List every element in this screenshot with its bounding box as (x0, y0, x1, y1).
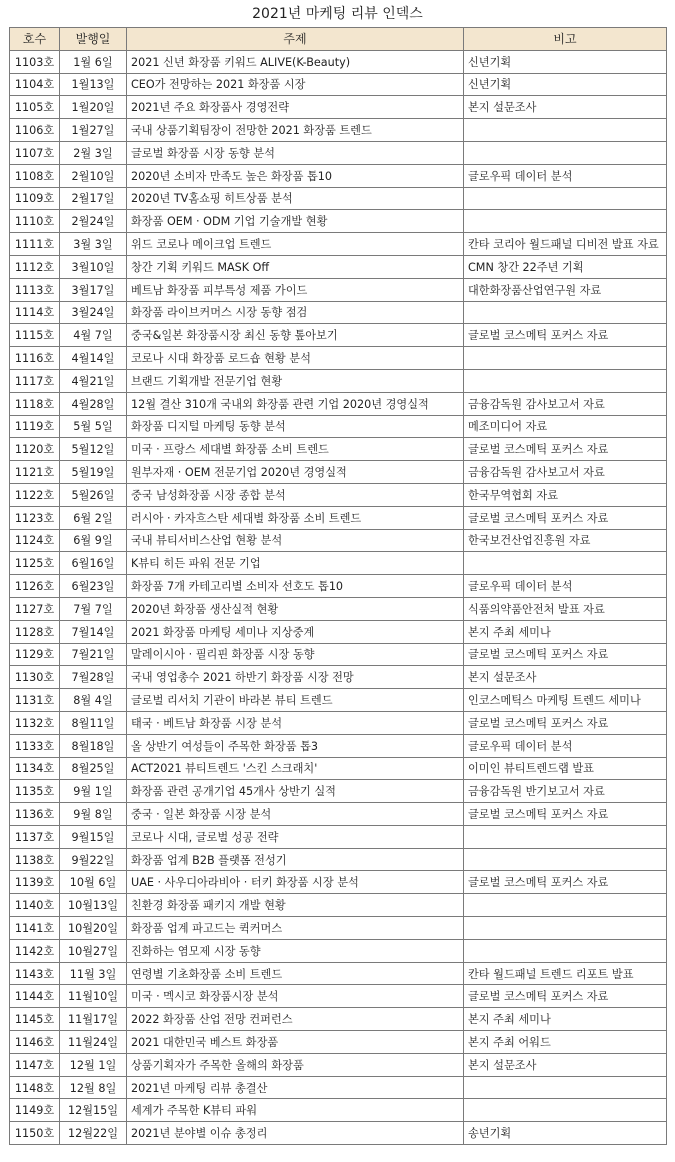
date-cell: 10월20일 (60, 917, 127, 940)
date-cell: 2월10일 (60, 164, 127, 187)
topic-cell: 국내 상품기획팀장이 전망한 2021 화장품 트렌드 (127, 119, 464, 142)
topic-cell: 화장품 디지털 마케팅 동향 분석 (127, 415, 464, 438)
note-cell (464, 369, 667, 392)
table-row (10, 119, 667, 142)
date-cell: 10월13일 (60, 894, 127, 917)
note-cell: 본지 주최 세미나 (464, 620, 667, 643)
date-cell: 9월 1일 (60, 780, 127, 803)
topic-cell: 연령별 기초화장품 소비 트렌드 (127, 962, 464, 985)
table-row (10, 1031, 667, 1054)
issue-cell: 1138호 (10, 848, 60, 871)
topic-cell: 2021 대한민국 베스트 화장품 (127, 1031, 464, 1054)
date-cell: 5월26일 (60, 483, 127, 506)
date-cell: 9월 8일 (60, 803, 127, 826)
topic-cell: 2022 화장품 산업 전망 컨퍼런스 (127, 1008, 464, 1031)
note-cell (464, 301, 667, 324)
topic-cell: 2020년 소비자 만족도 높은 화장품 톱10 (127, 164, 464, 187)
issue-cell: 1144호 (10, 985, 60, 1008)
date-cell: 7월14일 (60, 620, 127, 643)
note-cell: 글로벌 코스메틱 포커스 자료 (464, 711, 667, 734)
date-cell: 9월22일 (60, 848, 127, 871)
table-row (10, 711, 667, 734)
table-row (10, 939, 667, 962)
note-cell: 글로우픽 데이터 분석 (464, 734, 667, 757)
issue-cell: 1113호 (10, 278, 60, 301)
topic-cell: 2021년 마케팅 리뷰 총결산 (127, 1076, 464, 1099)
note-cell: 글로벌 코스메틱 포커스 자료 (464, 324, 667, 347)
table-row (10, 1008, 667, 1031)
date-cell: 4월14일 (60, 347, 127, 370)
topic-cell: 글로벌 화장품 시장 동향 분석 (127, 141, 464, 164)
issue-cell: 1149호 (10, 1099, 60, 1122)
date-cell: 9월15일 (60, 825, 127, 848)
topic-cell: 브랜드 기획개발 전문기업 현황 (127, 369, 464, 392)
topic-cell: ACT2021 뷰티트렌드 '스킨 스크래치' (127, 757, 464, 780)
table-row (10, 141, 667, 164)
date-cell: 7월21일 (60, 643, 127, 666)
table-row (10, 597, 667, 620)
topic-cell: 중국 · 일본 화장품 시장 분석 (127, 803, 464, 826)
table-row (10, 917, 667, 940)
table-row (10, 255, 667, 278)
table-row (10, 347, 667, 370)
note-cell: 식품의약품안전처 발표 자료 (464, 597, 667, 620)
note-cell: 금융감독원 반기보고서 자료 (464, 780, 667, 803)
table-row (10, 73, 667, 96)
topic-cell: 화장품 라이브커머스 시장 동향 점검 (127, 301, 464, 324)
table-row (10, 1053, 667, 1076)
date-cell: 10월 6일 (60, 871, 127, 894)
column-header-topic: 주제 (127, 28, 464, 51)
table-row (10, 666, 667, 689)
note-cell: 글로벌 코스메틱 포커스 자료 (464, 438, 667, 461)
topic-cell: 2021 신년 화장품 키워드 ALIVE(K-Beauty) (127, 50, 464, 73)
note-cell: 금융감독원 감사보고서 자료 (464, 461, 667, 484)
issue-cell: 1112호 (10, 255, 60, 278)
note-cell: 대한화장품산업연구원 자료 (464, 278, 667, 301)
table-row (10, 50, 667, 73)
table-row (10, 278, 667, 301)
issue-cell: 1125호 (10, 552, 60, 575)
date-cell: 4월 7일 (60, 324, 127, 347)
date-cell: 12월 8일 (60, 1076, 127, 1099)
issue-cell: 1114호 (10, 301, 60, 324)
issue-cell: 1147호 (10, 1053, 60, 1076)
date-cell: 5월 5일 (60, 415, 127, 438)
issue-cell: 1142호 (10, 939, 60, 962)
table-row (10, 780, 667, 803)
table-row (10, 825, 667, 848)
topic-cell: CEO가 전망하는 2021 화장품 시장 (127, 73, 464, 96)
topic-cell: UAE · 사우디아라비아 · 터키 화장품 시장 분석 (127, 871, 464, 894)
date-cell: 3월24일 (60, 301, 127, 324)
date-cell: 4월21일 (60, 369, 127, 392)
date-cell: 6월 9일 (60, 529, 127, 552)
issue-cell: 1141호 (10, 917, 60, 940)
date-cell: 11월24일 (60, 1031, 127, 1054)
topic-cell: 진화하는 염모제 시장 동향 (127, 939, 464, 962)
date-cell: 2월17일 (60, 187, 127, 210)
issue-cell: 1124호 (10, 529, 60, 552)
note-cell: 메조미디어 자료 (464, 415, 667, 438)
table-row (10, 392, 667, 415)
topic-cell: 세계가 주목한 K뷰티 파워 (127, 1099, 464, 1122)
note-cell: 글로우픽 데이터 분석 (464, 575, 667, 598)
date-cell: 6월 2일 (60, 506, 127, 529)
table-row (10, 461, 667, 484)
note-cell: 한국보건산업진흥원 자료 (464, 529, 667, 552)
topic-cell: 화장품 업계 B2B 플랫폼 전성기 (127, 848, 464, 871)
topic-cell: 베트남 화장품 피부특성 제품 가이드 (127, 278, 464, 301)
note-cell: 본지 주최 세미나 (464, 1008, 667, 1031)
topic-cell: 중국 남성화장품 시장 종합 분석 (127, 483, 464, 506)
issue-cell: 1150호 (10, 1122, 60, 1145)
topic-cell: 위드 코로나 메이크업 트렌드 (127, 233, 464, 256)
topic-cell: 국내 뷰티서비스산업 현황 분석 (127, 529, 464, 552)
note-cell: 칸타 월드패널 트렌드 리포트 발표 (464, 962, 667, 985)
note-cell (464, 939, 667, 962)
date-cell: 1월20일 (60, 96, 127, 119)
topic-cell: 미국 · 프랑스 세대별 화장품 소비 트렌드 (127, 438, 464, 461)
date-cell: 5월12일 (60, 438, 127, 461)
topic-cell: 친환경 화장품 패키지 개발 현황 (127, 894, 464, 917)
table-row (10, 233, 667, 256)
issue-cell: 1136호 (10, 803, 60, 826)
note-cell: CMN 창간 22주년 기획 (464, 255, 667, 278)
table-row (10, 1122, 667, 1145)
topic-cell: 화장품 OEM · ODM 기업 기술개발 현황 (127, 210, 464, 233)
date-cell: 11월10일 (60, 985, 127, 1008)
note-cell: 글로벌 코스메틱 포커스 자료 (464, 506, 667, 529)
issue-cell: 1129호 (10, 643, 60, 666)
table-row (10, 894, 667, 917)
topic-cell: 2020년 화장품 생산실적 현황 (127, 597, 464, 620)
table-row (10, 438, 667, 461)
issue-cell: 1135호 (10, 780, 60, 803)
topic-cell: 12월 결산 310개 국내외 화장품 관련 기업 2020년 경영실적 (127, 392, 464, 415)
table-row (10, 301, 667, 324)
issue-cell: 1103호 (10, 50, 60, 73)
note-cell (464, 141, 667, 164)
issue-cell: 1106호 (10, 119, 60, 142)
date-cell: 3월10일 (60, 255, 127, 278)
issue-cell: 1116호 (10, 347, 60, 370)
topic-cell: 말레이시아 · 필리핀 화장품 시장 동향 (127, 643, 464, 666)
date-cell: 11월 3일 (60, 962, 127, 985)
note-cell: 인코스메틱스 마케팅 트렌드 세미나 (464, 689, 667, 712)
note-cell: 글로벌 코스메틱 포커스 자료 (464, 803, 667, 826)
note-cell (464, 1099, 667, 1122)
issue-cell: 1123호 (10, 506, 60, 529)
note-cell: 금융감독원 감사보고서 자료 (464, 392, 667, 415)
note-cell (464, 848, 667, 871)
index-table (9, 27, 667, 1145)
issue-cell: 1104호 (10, 73, 60, 96)
date-cell: 12월 1일 (60, 1053, 127, 1076)
date-cell: 2월 3일 (60, 141, 127, 164)
date-cell: 6월23일 (60, 575, 127, 598)
date-cell: 12월22일 (60, 1122, 127, 1145)
table-row (10, 757, 667, 780)
topic-cell: K뷰티 히든 파워 전문 기업 (127, 552, 464, 575)
issue-cell: 1146호 (10, 1031, 60, 1054)
table-row (10, 848, 667, 871)
issue-cell: 1134호 (10, 757, 60, 780)
table-row (10, 369, 667, 392)
column-header-note: 비고 (464, 28, 667, 51)
note-cell: 글로벌 코스메틱 포커스 자료 (464, 985, 667, 1008)
issue-cell: 1118호 (10, 392, 60, 415)
date-cell: 7월28일 (60, 666, 127, 689)
note-cell (464, 917, 667, 940)
note-cell (464, 210, 667, 233)
note-cell (464, 347, 667, 370)
date-cell: 2월24일 (60, 210, 127, 233)
date-cell: 3월17일 (60, 278, 127, 301)
topic-cell: 2021 화장품 마케팅 세미나 지상중계 (127, 620, 464, 643)
table-row (10, 1099, 667, 1122)
date-cell: 1월27일 (60, 119, 127, 142)
topic-cell: 화장품 업계 파고드는 퀵커머스 (127, 917, 464, 940)
issue-cell: 1128호 (10, 620, 60, 643)
issue-cell: 1132호 (10, 711, 60, 734)
table-row (10, 187, 667, 210)
table-row (10, 803, 667, 826)
note-cell (464, 1076, 667, 1099)
table-row (10, 643, 667, 666)
topic-cell: 글로벌 리서치 기관이 바라본 뷰티 트렌드 (127, 689, 464, 712)
topic-cell: 국내 영업총수 2021 하반기 화장품 시장 전망 (127, 666, 464, 689)
date-cell: 10월27일 (60, 939, 127, 962)
note-cell (464, 894, 667, 917)
note-cell (464, 119, 667, 142)
issue-cell: 1133호 (10, 734, 60, 757)
table-row (10, 985, 667, 1008)
table-row (10, 483, 667, 506)
note-cell: 본지 설문조사 (464, 666, 667, 689)
table-row (10, 164, 667, 187)
topic-cell: 중국&일본 화장품시장 최신 동향 톺아보기 (127, 324, 464, 347)
date-cell: 5월19일 (60, 461, 127, 484)
date-cell: 7월 7일 (60, 597, 127, 620)
date-cell: 11월17일 (60, 1008, 127, 1031)
issue-cell: 1143호 (10, 962, 60, 985)
note-cell: 글로벌 코스메틱 포커스 자료 (464, 643, 667, 666)
topic-cell: 화장품 7개 카테고리별 소비자 선호도 톱10 (127, 575, 464, 598)
column-header-issue: 호수 (10, 28, 60, 51)
issue-cell: 1110호 (10, 210, 60, 233)
header-row (10, 28, 667, 51)
topic-cell: 화장품 관련 공개기업 45개사 상반기 실적 (127, 780, 464, 803)
note-cell (464, 187, 667, 210)
issue-cell: 1148호 (10, 1076, 60, 1099)
issue-cell: 1119호 (10, 415, 60, 438)
note-cell: 칸타 코리아 월드패널 디비전 발표 자료 (464, 233, 667, 256)
table-body (10, 50, 667, 1144)
issue-cell: 1115호 (10, 324, 60, 347)
table-row (10, 620, 667, 643)
note-cell: 신년기획 (464, 50, 667, 73)
column-header-date: 발행일 (60, 28, 127, 51)
topic-cell: 창간 기획 키워드 MASK Off (127, 255, 464, 278)
note-cell: 신년기획 (464, 73, 667, 96)
note-cell: 이미인 뷰티트렌드랩 발표 (464, 757, 667, 780)
issue-cell: 1127호 (10, 597, 60, 620)
date-cell: 1월13일 (60, 73, 127, 96)
date-cell: 6월16일 (60, 552, 127, 575)
topic-cell: 상품기획자가 주목한 올해의 화장품 (127, 1053, 464, 1076)
note-cell: 글로벌 코스메틱 포커스 자료 (464, 871, 667, 894)
table-row (10, 689, 667, 712)
date-cell: 8월18일 (60, 734, 127, 757)
issue-cell: 1131호 (10, 689, 60, 712)
issue-cell: 1137호 (10, 825, 60, 848)
issue-cell: 1120호 (10, 438, 60, 461)
issue-cell: 1107호 (10, 141, 60, 164)
issue-cell: 1121호 (10, 461, 60, 484)
issue-cell: 1122호 (10, 483, 60, 506)
topic-cell: 코로나 시대, 글로벌 성공 전략 (127, 825, 464, 848)
table-row (10, 529, 667, 552)
page-title: 2021년 마케팅 리뷰 인덱스 (252, 6, 423, 22)
issue-cell: 1111호 (10, 233, 60, 256)
date-cell: 4월28일 (60, 392, 127, 415)
issue-cell: 1105호 (10, 96, 60, 119)
table-row (10, 1076, 667, 1099)
issue-cell: 1140호 (10, 894, 60, 917)
table-row (10, 506, 667, 529)
issue-cell: 1117호 (10, 369, 60, 392)
topic-cell: 올 상반기 여성들이 주목한 화장품 톱3 (127, 734, 464, 757)
topic-cell: 코로나 시대 화장품 로드숍 현황 분석 (127, 347, 464, 370)
note-cell: 본지 주최 어워드 (464, 1031, 667, 1054)
topic-cell: 러시아 · 카자흐스탄 세대별 화장품 소비 트렌드 (127, 506, 464, 529)
note-cell: 송년기획 (464, 1122, 667, 1145)
table-row (10, 575, 667, 598)
topic-cell: 2020년 TV홈쇼핑 히트상품 분석 (127, 187, 464, 210)
note-cell: 글로우픽 데이터 분석 (464, 164, 667, 187)
issue-cell: 1108호 (10, 164, 60, 187)
table-row (10, 415, 667, 438)
table-row (10, 96, 667, 119)
issue-cell: 1109호 (10, 187, 60, 210)
note-cell (464, 552, 667, 575)
note-cell: 본지 설문조사 (464, 96, 667, 119)
issue-cell: 1130호 (10, 666, 60, 689)
table-row (10, 324, 667, 347)
date-cell: 8월11일 (60, 711, 127, 734)
note-cell: 한국무역협회 자료 (464, 483, 667, 506)
note-cell: 본지 설문조사 (464, 1053, 667, 1076)
issue-cell: 1139호 (10, 871, 60, 894)
table-row (10, 734, 667, 757)
issue-cell: 1145호 (10, 1008, 60, 1031)
date-cell: 12월15일 (60, 1099, 127, 1122)
table-row (10, 210, 667, 233)
date-cell: 8월25일 (60, 757, 127, 780)
table-row (10, 552, 667, 575)
table-row (10, 962, 667, 985)
topic-cell: 태국 · 베트남 화장품 시장 분석 (127, 711, 464, 734)
topic-cell: 2021년 분야별 이슈 총정리 (127, 1122, 464, 1145)
topic-cell: 미국 · 멕시코 화장품시장 분석 (127, 985, 464, 1008)
table-row (10, 871, 667, 894)
topic-cell: 2021년 주요 화장품사 경영전략 (127, 96, 464, 119)
note-cell (464, 825, 667, 848)
date-cell: 3월 3일 (60, 233, 127, 256)
date-cell: 1월 6일 (60, 50, 127, 73)
date-cell: 8월 4일 (60, 689, 127, 712)
issue-cell: 1126호 (10, 575, 60, 598)
topic-cell: 원부자재 · OEM 전문기업 2020년 경영실적 (127, 461, 464, 484)
